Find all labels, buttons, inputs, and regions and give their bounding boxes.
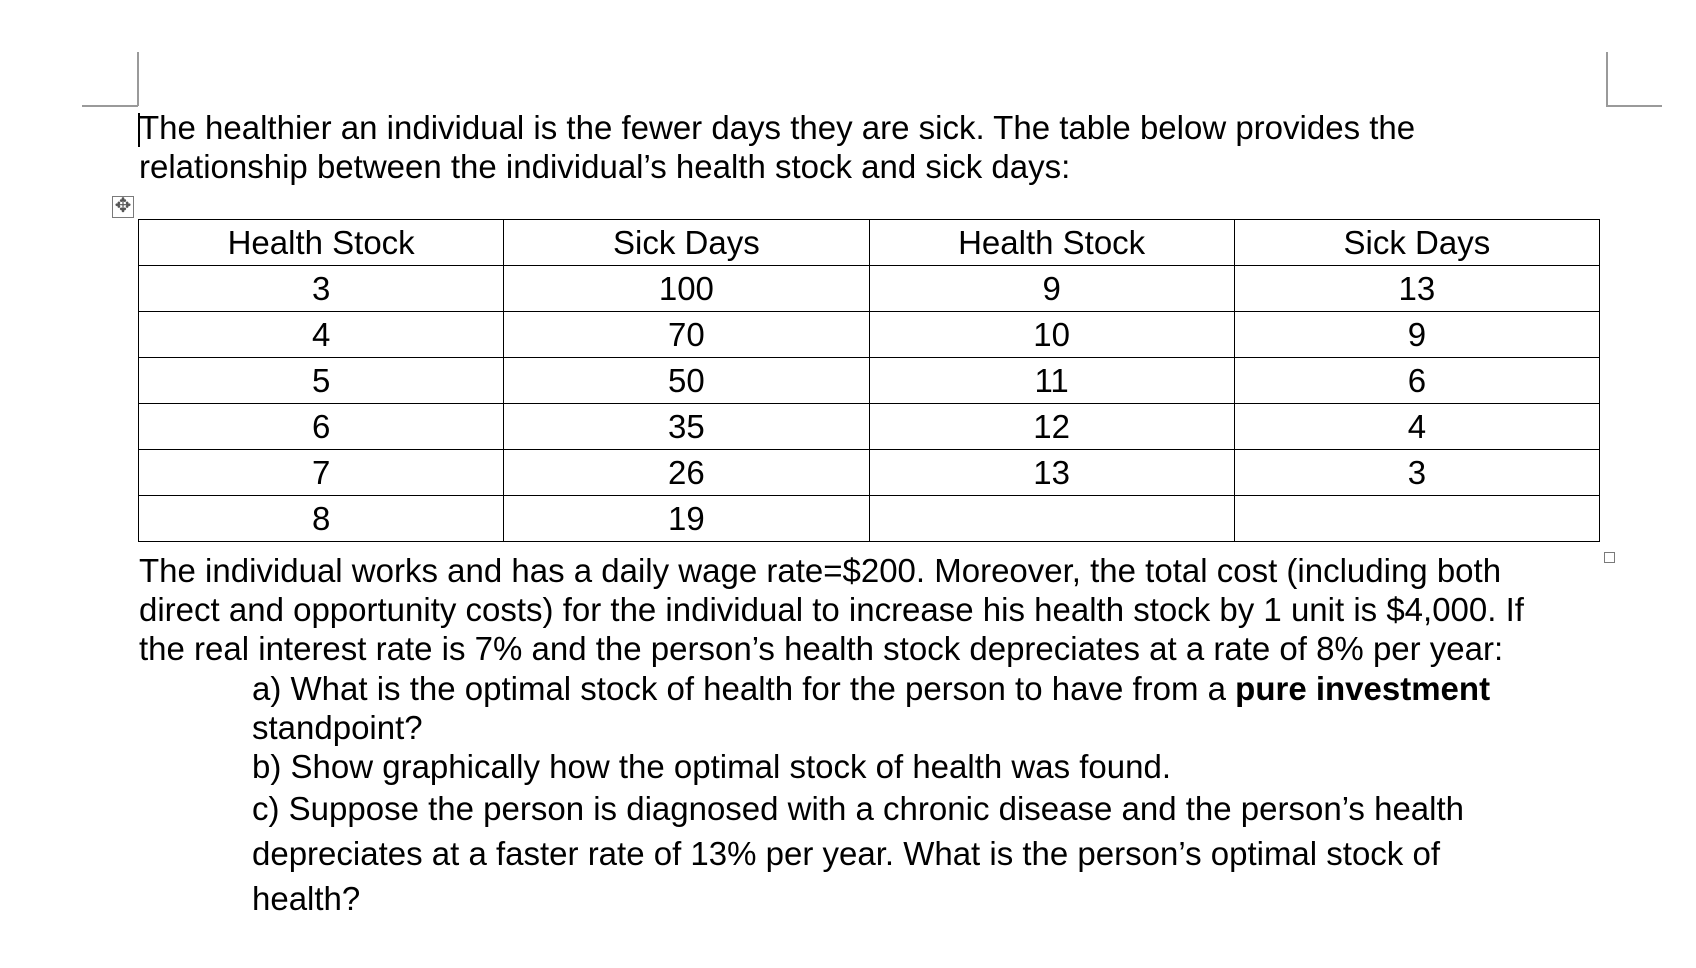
body-line-3: the real interest rate is 7% and the person’s health stock depreciates at a rate of 8% per year:	[139, 630, 1504, 667]
table-cell[interactable]: 7	[139, 450, 504, 496]
header-health-stock-2[interactable]: Health Stock	[869, 220, 1234, 266]
table-cell[interactable]: 4	[139, 312, 504, 358]
table-cell[interactable]: 8	[139, 496, 504, 542]
table-cell[interactable]: 11	[869, 358, 1234, 404]
question-b[interactable]	[252, 747, 1171, 786]
move-icon: ✥	[114, 195, 132, 217]
body-line-1: The individual works and has a daily wage rate=$200. Moreover, the total cost (including both	[139, 552, 1502, 589]
table-row	[139, 358, 1600, 404]
health-stock-table[interactable]	[138, 219, 1600, 542]
table-row	[139, 266, 1600, 312]
table-cell[interactable]: 50	[504, 358, 869, 404]
question-c-line-1: c) Suppose the person is diagnosed with a chronic disease and the person’s health	[252, 790, 1465, 827]
header-sick-days-2[interactable]: Sick Days	[1234, 220, 1599, 266]
intro-line-1: The healthier an individual is the fewer days they are sick. The table below provides the	[139, 109, 1416, 146]
intro-line-2: relationship between the individual’s health stock and sick days:	[139, 148, 1071, 185]
question-a-line-2: standpoint?	[252, 709, 423, 746]
crop-mark-top-right-vertical	[1606, 52, 1608, 106]
table-cell[interactable]: 19	[504, 496, 869, 542]
table-cell[interactable]: 3	[1234, 450, 1599, 496]
table-cell[interactable]: 9	[869, 266, 1234, 312]
crop-mark-top-left-horizontal	[82, 105, 138, 107]
table-row	[139, 404, 1600, 450]
table-header-row	[139, 220, 1600, 266]
table-cell[interactable]: 26	[504, 450, 869, 496]
table-cell[interactable]: 3	[139, 266, 504, 312]
table-cell[interactable]: 10	[869, 312, 1234, 358]
table-row	[139, 496, 1600, 542]
table-cell[interactable]: 9	[1234, 312, 1599, 358]
table-cell[interactable]: 13	[1234, 266, 1599, 312]
table-cell[interactable]	[869, 496, 1234, 542]
body-line-2: direct and opportunity costs) for the individual to increase his health stock by 1 unit is $4,000. If	[139, 591, 1524, 628]
question-b-line-1: b) Show graphically how the optimal stock of health was found.	[252, 748, 1172, 785]
crop-mark-top-left-vertical	[137, 52, 139, 106]
table-cell[interactable]: 35	[504, 404, 869, 450]
header-health-stock-1[interactable]: Health Stock	[139, 220, 504, 266]
intro-paragraph[interactable]	[139, 108, 1415, 186]
question-c[interactable]	[252, 786, 1464, 921]
table-row	[139, 450, 1600, 496]
question-c-line-3: health?	[252, 880, 361, 917]
table-cell[interactable]: 4	[1234, 404, 1599, 450]
crop-mark-top-right-horizontal	[1606, 105, 1662, 107]
table-resize-handle[interactable]	[1604, 552, 1615, 563]
problem-paragraph[interactable]	[139, 551, 1524, 668]
header-sick-days-1[interactable]: Sick Days	[504, 220, 869, 266]
table-move-handle[interactable]	[112, 196, 134, 218]
table-row	[139, 312, 1600, 358]
question-a[interactable]	[252, 669, 1490, 747]
table-cell[interactable]: 6	[139, 404, 504, 450]
question-a-bold-text: pure investment	[1235, 670, 1491, 707]
table-cell[interactable]: 6	[1234, 358, 1599, 404]
table-cell[interactable]	[1234, 496, 1599, 542]
question-a-line-1	[252, 669, 1490, 708]
table-cell[interactable]: 70	[504, 312, 869, 358]
table-cell[interactable]: 12	[869, 404, 1234, 450]
table-cell[interactable]: 5	[139, 358, 504, 404]
table-cell[interactable]: 100	[504, 266, 869, 312]
table-cell[interactable]: 13	[869, 450, 1234, 496]
question-a-text: a) What is the optimal stock of health for the person to have from a	[252, 670, 1236, 707]
question-c-line-2: depreciates at a faster rate of 13% per year. What is the person’s optimal stock of	[252, 835, 1440, 872]
